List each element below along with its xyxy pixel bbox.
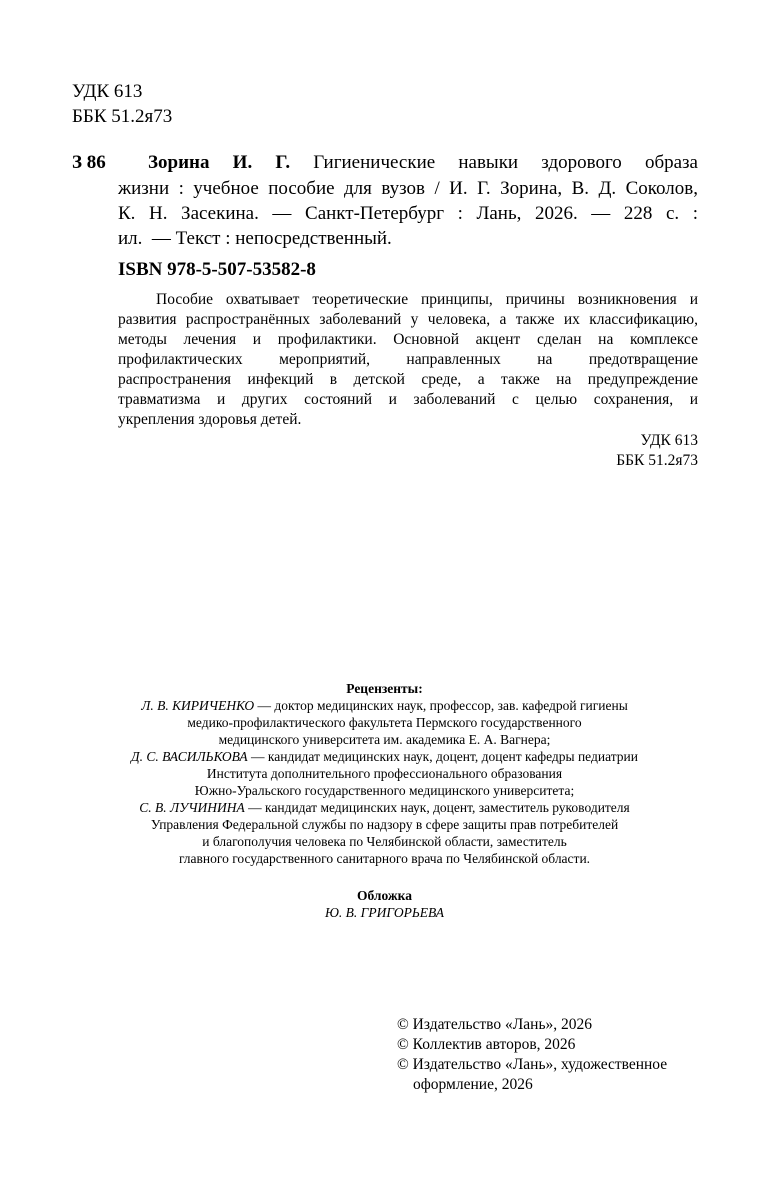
bib-line-1 bbox=[148, 150, 698, 175]
reviewer-2-line-2: Института дополнительного профессионального образования bbox=[206, 766, 563, 781]
reviewer-1-line-3: медицинского университета им. академика Е. А. Вагнера; bbox=[218, 732, 551, 747]
header-bbk: ББК 51.2я73 bbox=[72, 106, 173, 127]
reviewer-1-line-1 bbox=[40, 697, 729, 714]
reviewer-1-line-2: медико-профилактического факультета Пермского государственного bbox=[187, 715, 582, 730]
reviewer-2-line-3: Южно-Уральского государственного медицинского университета; bbox=[194, 783, 575, 798]
copyright-publisher: © Издательство «Лань», 2026 bbox=[397, 1016, 593, 1033]
abstract-line: развития распространённых заболеваний у человека, а также их классификацию, bbox=[118, 311, 698, 328]
reviewer-3-line-2: Управления Федеральной службы по надзору в сфере защиты прав потребителей bbox=[150, 817, 619, 832]
abstract-bbk: ББК 51.2я73 bbox=[616, 452, 698, 469]
abstract-udk: УДК 613 bbox=[640, 432, 698, 449]
isbn: ISBN 978-5-507-53582-8 bbox=[118, 259, 316, 280]
abstract-line: распространения инфекций в детской среде, а также на предупреждение bbox=[118, 371, 698, 388]
title-start: Гигиенические навыки здорового образа bbox=[313, 152, 698, 173]
reviewer-1-name: Л. В. КИРИЧЕНКО bbox=[141, 698, 255, 713]
reviewer-2-line-1 bbox=[40, 748, 729, 765]
reviewer-2-title: — кандидат медицинских наук, доцент, доцент кафедры педиатрии bbox=[247, 749, 638, 764]
cover-artist: Ю. В. ГРИГОРЬЕВА bbox=[324, 905, 445, 920]
author-name: Зорина И. Г. bbox=[148, 152, 291, 173]
reviewers-heading: Рецензенты: bbox=[346, 681, 423, 696]
bib-line-3: К. Н. Засекина. — Санкт-Петербург : Лань, 2026. — 228 с. : bbox=[118, 203, 698, 224]
reviewer-3-line-3: и благополучия человека по Челябинской области, заместитель bbox=[202, 834, 567, 849]
author-mark: З 86 bbox=[72, 152, 106, 173]
copyright-design: © Издательство «Лань», художественное bbox=[397, 1056, 668, 1073]
reviewer-3-line-4: главного государственного санитарного врача по Челябинской области. bbox=[178, 851, 591, 866]
bib-line-2: жизни : учебное пособие для вузов / И. Г. Зорина, В. Д. Соколов, bbox=[118, 178, 698, 199]
header-udk: УДК 613 bbox=[72, 81, 143, 102]
abstract-line: профилактических мероприятий, направленных на предотвращение bbox=[118, 351, 698, 368]
copyright-authors: © Коллектив авторов, 2026 bbox=[397, 1036, 576, 1053]
abstract-line: укрепления здоровья детей. bbox=[118, 411, 302, 428]
reviewer-3-title: — кандидат медицинских наук, доцент, заместитель руководителя bbox=[244, 800, 630, 815]
abstract-line: Пособие охватывает теоретические принципы, причины возникновения и bbox=[156, 291, 698, 308]
reviewer-3-name: С. В. ЛУЧИНИНА bbox=[139, 800, 245, 815]
copyright-design-cont: оформление, 2026 bbox=[413, 1076, 533, 1093]
abstract-line: травматизма и других состояний и заболеваний с целью сохранения, и bbox=[118, 391, 698, 408]
reviewer-2-name: Д. С. ВАСИЛЬКОВА bbox=[130, 749, 248, 764]
abstract-line: методы лечения и профилактики. Основной акцент сделан на комплексе bbox=[118, 331, 698, 348]
cover-heading: Обложка bbox=[356, 888, 412, 903]
reviewer-1-title: — доктор медицинских наук, профессор, зав. кафедрой гигиены bbox=[254, 698, 628, 713]
reviewer-3-line-1 bbox=[40, 799, 729, 816]
bib-line-4: ил. — Текст : непосредственный. bbox=[118, 228, 392, 249]
